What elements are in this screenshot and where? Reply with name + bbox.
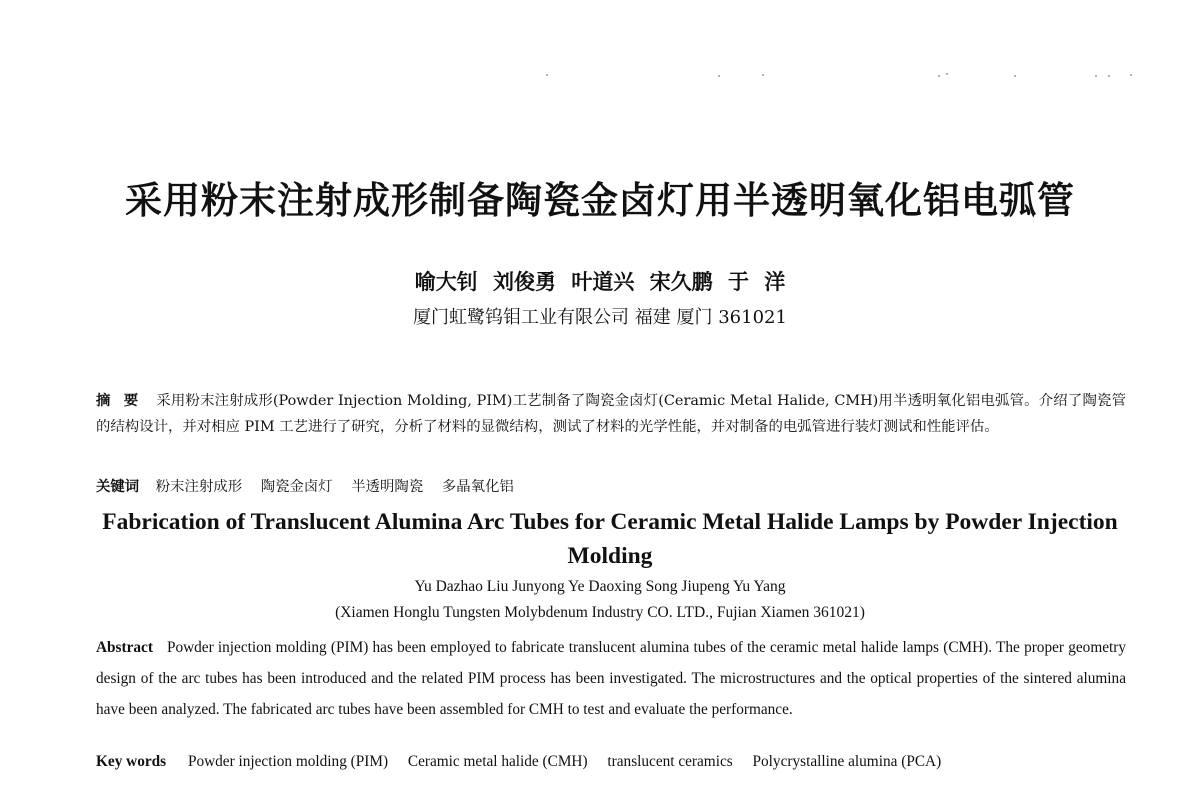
keyword-cn: 多晶氧化铝: [441, 479, 514, 495]
paper-title-cn: 采用粉末注射成形制备陶瓷金卤灯用半透明氧化铝电弧管: [125, 179, 1075, 222]
keyword-cn: 陶瓷金卤灯: [260, 479, 333, 495]
affiliation-en: (Xiamen Honglu Tungsten Molybdenum Industry CO. LTD., Fujian Xiamen 361021): [335, 604, 865, 621]
abstract-cn-label: 摘 要: [96, 393, 143, 409]
abstract-en-label: Abstract: [96, 639, 153, 656]
scan-artifacts: [540, 70, 1140, 80]
author-cn: 喻大钊: [414, 270, 478, 294]
affiliation-cn: 厦门虹鹭钨钼工业有限公司 福建 厦门 361021: [413, 307, 787, 328]
keywords-cn: [96, 476, 1126, 498]
abstract-cn-text: 采用粉末注射成形(Powder Injection Molding, PIM)工艺制备了陶瓷金卤灯(Ceramic Metal Halide, CMH)用半透明氧化铝电弧管。介绍了陶瓷管的结构设计，并对相应 PIM 工艺进行了研究，分析了材料的显微结构，测试了材料的光学性能，并对制备的电弧管进行装灯测试和性能评估。: [96, 393, 1126, 435]
author-list-en: Yu Dazhao Liu Junyong Ye Daoxing Song Jiupeng Yu Yang: [414, 578, 786, 595]
keyword-cn: 粉末注射成形: [155, 479, 243, 495]
author-cn: 宋久鹏: [649, 270, 713, 294]
author-list-cn: [0, 266, 1200, 296]
keyword-en: Ceramic metal halide (CMH): [407, 753, 588, 770]
author-cn: 刘俊勇: [493, 270, 557, 294]
author-cn: 叶道兴: [571, 270, 635, 294]
keywords-en: [96, 750, 1126, 774]
keyword-en: Polycrystalline alumina (PCA): [752, 753, 942, 770]
keywords-cn-label: 关键词: [96, 479, 140, 495]
keywords-en-label: Key words: [96, 753, 167, 770]
keyword-en: translucent ceramics: [607, 753, 733, 770]
abstract-en-text: Powder injection molding (PIM) has been employed to fabricate translucent alumina tubes of the ceramic metal halide lamps (CMH). The proper geometry design of the arc tubes has been introduced and the related PIM process has been investigated. The microstructures and the optical properties of the sintered alumina have been analyzed. The fabricated arc tubes have been assembled for CMH to test and evaluate the performance.: [96, 639, 1126, 718]
keyword-cn: 半透明陶瓷: [351, 479, 424, 495]
author-cn: 于 洋: [727, 270, 786, 294]
abstract-cn: [96, 388, 1126, 440]
keyword-en: Powder injection molding (PIM): [187, 753, 389, 770]
abstract-en: [96, 632, 1126, 725]
paper-title-en: Fabrication of Translucent Alumina Arc Tubes for Ceramic Metal Halide Lamps by Powder Injection Molding: [102, 509, 1118, 569]
